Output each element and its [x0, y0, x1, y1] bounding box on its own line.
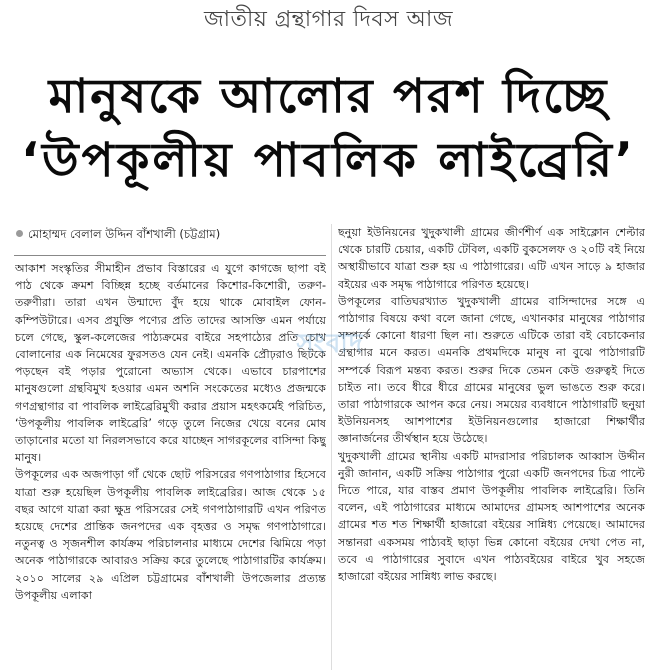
- watermark: সংবাদ: [296, 329, 364, 359]
- paragraph: আকাশ সংস্কৃতির সীমাহীন প্রভাব বিস্তারের এ যুগে কাগজে ছাপা বই পাঠ থেকে ক্রমশ বিচ্ছিন্ন হচ্ছে বর্তমানের কিশোর-কিশোরী, তরুণ-তরুণীরা। তারা এখন উন্মাদ্যে বুঁদ হয়ে থাকে মোবাইল ফোন-কম্পিউটারে। এসব প্রযুক্তি পণ্যের প্রতি তাদের আসক্তি এমন পর্যায়ে চলে গেছে, স্কুল-কলেজের পাঠ্যক্রমের বাইরে সহপাঠ্যের প্রতি চোখ বোলানোর এক নিমেষের ফুরসতও যেন নেই। এমনকি প্রৌঢ়রাও ছিটকে পড়ছেন বই পড়ার পুরোনো অভ্যাস থেকে। এভাবে চারপাশের মানুষগুলো গ্রন্থবিমুখ হওয়ার এমন অশনি সংকেতের মধ্যেও প্রজন্মকে গণগ্রন্থাগার বা পাবলিক লাইব্রেরিমুখী করার প্রয়াস মহৎকর্মেই পরিচিত, ‘উপকূলীয় পাবলিক লাইব্রেরি’ গড়ে তুলে নিজের খেয়ে বনের মোষ তাড়ানোর মতো যা নিরলসভাবে করে যাচ্ছেন সাগরকূলের বাসিন্দা কিছু মানুষ।: [15, 262, 326, 465]
- paragraph: ছনুয়া ইউনিয়নের খুদুকখালী গ্রামের জীর্ণশীর্ণ এক সাইক্লোন শেল্টার থেকে চারটি চেয়ার, একটি টেবিল, একটি বুকসেলফ ও ২০টি বই নিয়ে অস্থায়ীভাবে যাত্রা শুরু হয় এ পাঠাগারের। এটি এখন সাড়ে ৯ হাজার বইয়ের এক সমৃদ্ধ পাঠাগারে পরিণত হয়েছে।: [338, 226, 645, 291]
- paragraph: খুদুকখালী গ্রামের স্থানীয় একটি মাদরাসার পরিচালক আব্বাস উদ্দীন নুরী জানান, একটি সক্রিয় পাঠাগার পুরো একটি জনপদের চিত্র পাল্টে দিতে পারে, যার বাস্তব প্রমাণ উপকূলীয় পাবলিক লাইব্রেরি। তিনি বলেন, এই পাঠাগারের মাধ্যমে আমাদের গ্রামসহ আশপাশের অনেক গ্রামের শত শত শিক্ষার্থী হাজারো বইয়ের সান্নিধ্য পেয়েছে। আমাদের সন্তানরা একসময় পাঠ্যবই ছাড়া ভিন্ন কোনো বইয়ের দেখা পেত না, তবে এ পাঠাগারের সুবাদে এখন পাঠ্যবইয়ের বাইরে খুব সহজে হাজারো বইয়ের সান্নিধ্য লাভ করছে।: [338, 449, 645, 584]
- headline-line-2: ‘উপকূলীয় পাবলিক লাইব্রেরি’: [21, 133, 636, 188]
- byline-text: মোহাম্মদ বেলাল উদ্দিন বাঁশখালী (চট্টগ্রাম): [28, 227, 221, 241]
- byline: [16, 226, 220, 242]
- headline-line-1: মানুষকে আলোর পরশ দিচ্ছে: [48, 69, 609, 124]
- paragraph: উপকূলের এক অজপাড়া গাঁ থেকে ছোট পরিসরের গণপাঠাগার হিসেবে যাত্রা শুরু হয়েছিল উপকূলীয় পাবলিক লাইব্রেরির। আজ থেকে ১৫ বছর আগে যাত্রা করা ক্ষুদ্র পরিসরের সেই গণপাঠাগারটি এখন পরিণত হয়েছে দেশের প্রান্তিক জনপদের এক বৃহত্তর ও সমৃদ্ধ গণপাঠাগারে। নতুনত্ব ও সৃজনশীল কার্যক্রম পরিচালনার মাধ্যমে দেশের ঝিমিয়ে পড়া অনেক পাঠাগারকে আবারও সক্রিয় করে তুলেছে পাঠাগারটির কার্যক্রম। ২০১০ সালের ২৯ এপ্রিল চট্টগ্রামের বাঁশখালী উপজেলার প্রত্যন্ত উপকূলীয় এলাকা: [15, 468, 326, 602]
- article-column-left: [15, 260, 326, 670]
- kicker: জাতীয় গ্রন্থাগার দিবস আজ: [203, 7, 454, 32]
- paragraph: উপকূলের বাতিঘরখ্যাত খুদুকখালী গ্রামের বাসিন্দাদের সঙ্গে এ পাঠাগার বিষয়ে কথা বলে জানা গেছে, এখানকার মানুষের পাঠাগার সম্পর্কে কোনো ধারণা ছিল না। শুরুতে এটিকে তারা বই বেচাকেনার গ্রন্থাগার মনে করত। এমনকি প্রথমদিকে মানুষ না বুঝে পাঠাগারটি সম্পর্কে বিরূপ মন্তব্য করত। শুরুর দিকে তেমন কেউ গুরুত্বই দিতে চাইত না। তবে ধীরে ধীরে গ্রামের মানুষের ভুল ভাঙতে শুরু করে। তারা পাঠাগারকে আপন করে নেয়। সময়ের ব্যবধানে পাঠাগারটি ছনুয়া ইউনিয়নসহ আশপাশের ইউনিয়নগুলোর হাজারো শিক্ষার্থীর জ্ঞানার্জনের তীর্থস্থান হয়ে উঠেছে।: [338, 294, 645, 446]
- article-column-right: [338, 224, 645, 670]
- column-divider: [331, 224, 332, 670]
- byline-divider: [14, 255, 326, 256]
- bullet-icon: [16, 230, 23, 237]
